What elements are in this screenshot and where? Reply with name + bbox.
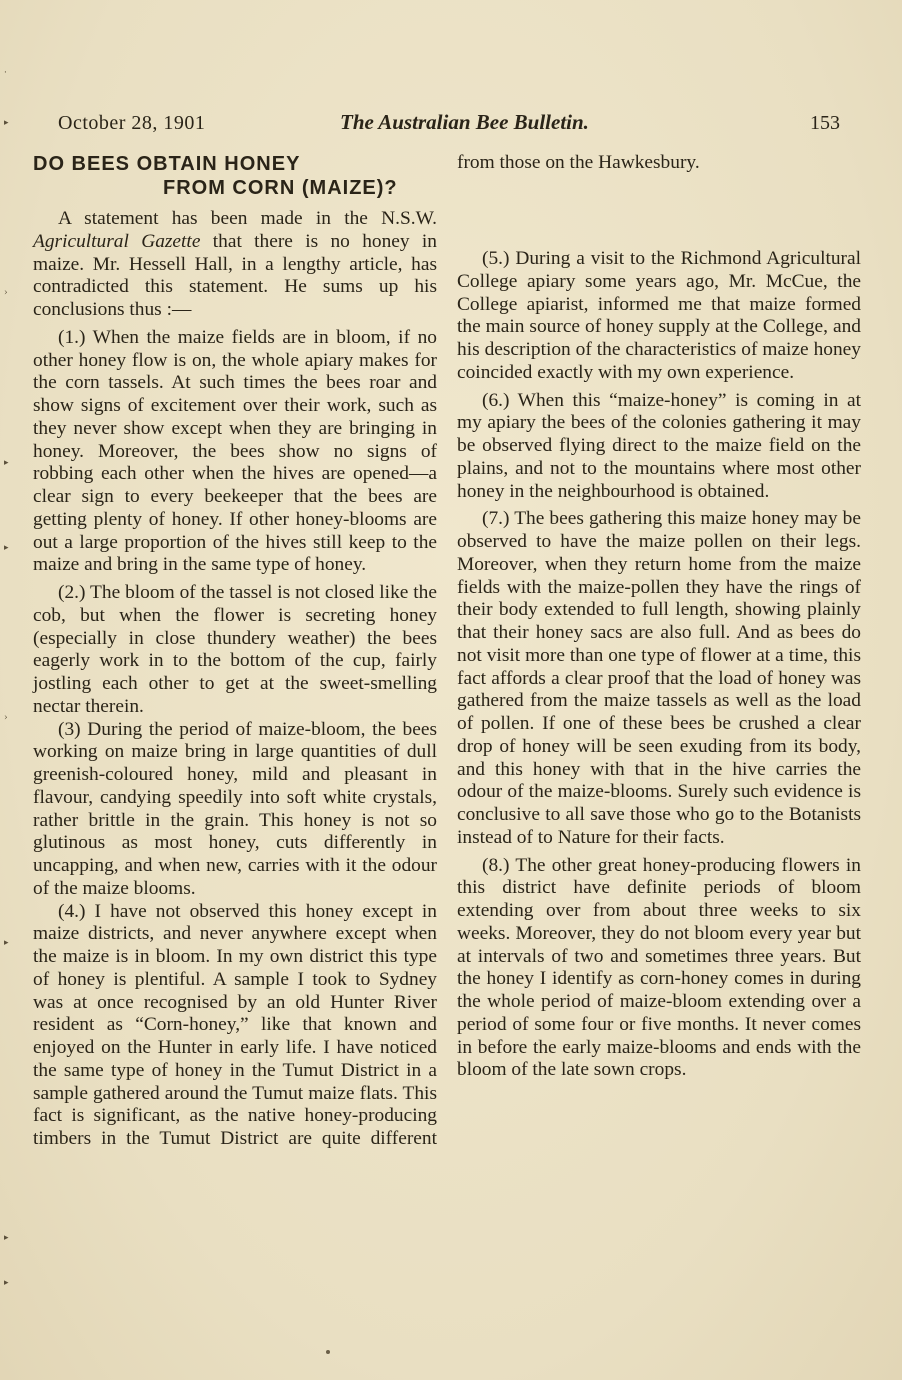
paragraph-4: (4.) I have not observed this honey except in maize districts, and never anywhere except when the maize is in bloom. In my own district this type of honey is plentiful. A sample I took to Sydney was at once recognised by an old Hunter River resident as “Corn-honey,” like that known and enjoyed on the Hunter in early life. I have noticed the same type of honey in the Tumut District in a sample gathered around the Tumut maize flats. This fact is significant, as the native honey-producing timbers in the Tumut District are quite different <box>33 900 437 1149</box>
paragraph-8: (8.) The other great honey-producing flowers in this district have definite periods of bloom extending over from about three weeks to six weeks. Moreover, they do not bloom every year but at intervals of two and sometimes three years. But the honey I identify as corn-honey comes in during the whole period of maize-bloom extending over a period of some four or five months. It never comes in before the early maize-blooms and ends with the bloom of the late sown crops. <box>457 854 861 1081</box>
paragraph-2: (2.) The bloom of the tassel is not closed like the cob, but when the flower is secreting honey (especially in close thundery weather) the bees eagerly work in to the bottom of the cup, fairly jostling each other to get at the sweet-smelling nectar therein. <box>33 582 437 717</box>
page-number: 153 <box>810 112 840 134</box>
paragraph-5: (5.) During a visit to the Richmond Agricultural College apiary some years ago, Mr. McCue, the College apiarist, informed me that maize formed the main source of honey supply at the College, and his description of the characteristics of maize honey coincided exactly with my own experience. <box>457 248 861 383</box>
paragraph-7: (7.) The bees gathering this maize honey may be observed to have the maize pollen on their legs. Moreover, when they return home from the maize fields with the maize-pollen they have the rings of their body extended to full length, showing plainly that their honey sacs are also full. And as bees do not visit more than one type of flower at a time, this fact affords a clear proof that the load of honey was gathered from the maize tassels as well as the load of pollen. If one of these bees be crushed a clear drop of honey will be seen exuding from its body, and this honey with that in the hive carries the odour of the maize-blooms. Surely such evidence is conclusive to all save those who go to the Botanists instead of to Nature for their facts. <box>457 508 861 848</box>
margin-mark: ▸ <box>4 458 9 468</box>
left-column <box>33 152 437 1151</box>
paragraph-1: (1.) When the maize fields are in bloom, if no other honey flow is on, the whole apiary makes for the corn tassels. At such times the bees roar and show signs of excitement over their work, such as they never show except when they are bringing in honey. Moreover, the bees show no signs of robbing each other when the hives are opened—a clear sign to every beekeeper that the bees are getting plenty of honey. If other honey-blooms are out a large proportion of the hives still keep to the maize and bring in the same type of honey. <box>33 326 437 576</box>
journal-title: The Australian Bee Bulletin. <box>340 110 589 134</box>
margin-mark: ▸ <box>4 1278 9 1288</box>
margin-mark: › <box>4 713 8 723</box>
margin-mark: ▸ <box>4 118 9 128</box>
margin-mark: ▸ <box>4 1233 9 1243</box>
margin-mark: › <box>4 288 8 298</box>
margin-mark: ▸ <box>4 938 9 948</box>
intro-text-b: that there is no honey in maize. Mr. Hessell Hall, in a lengthy article, has contradicted this statement. He sums up his conclusions thus :— <box>33 230 437 320</box>
issue-date: October 28, 1901 <box>58 112 206 134</box>
title-line-2: FROM CORN (MAIZE)? <box>163 177 398 199</box>
running-head <box>58 108 840 138</box>
intro-paragraph <box>33 208 437 322</box>
right-column <box>457 152 861 1082</box>
margin-mark: · <box>4 68 7 78</box>
paragraph-3: (3) During the period of maize-bloom, the bees working on maize bring in large quantities of dull greenish-coloured honey, mild and pleasant in flavour, candying speedily into soft white crystals, rather brittle in the grain. This honey is not so glutinous as most honey, cuts differently in uncapping, and when new, carries with it the odour of the maize blooms. <box>33 718 437 899</box>
journal-reference: Agricultural Gazette <box>33 230 201 252</box>
paragraph-6: (6.) When this “maize-honey” is coming in at my apiary the bees of the colonies gathering it may be observed flying direct to the maize field on the plains, and not to the mountains where most other honey in the neighbourhood is obtained. <box>457 389 861 502</box>
page-speck <box>326 1350 330 1354</box>
article-title <box>33 152 437 200</box>
paragraph-4-continued-text: from those on the Hawkesbury. <box>457 152 700 174</box>
margin-mark: ▸ <box>4 543 9 553</box>
title-line-1: DO BEES OBTAIN HONEY <box>33 153 301 175</box>
paragraph-4-continued <box>457 152 861 243</box>
intro-text-a: A statement has been made in the N.S.W. <box>58 208 437 229</box>
